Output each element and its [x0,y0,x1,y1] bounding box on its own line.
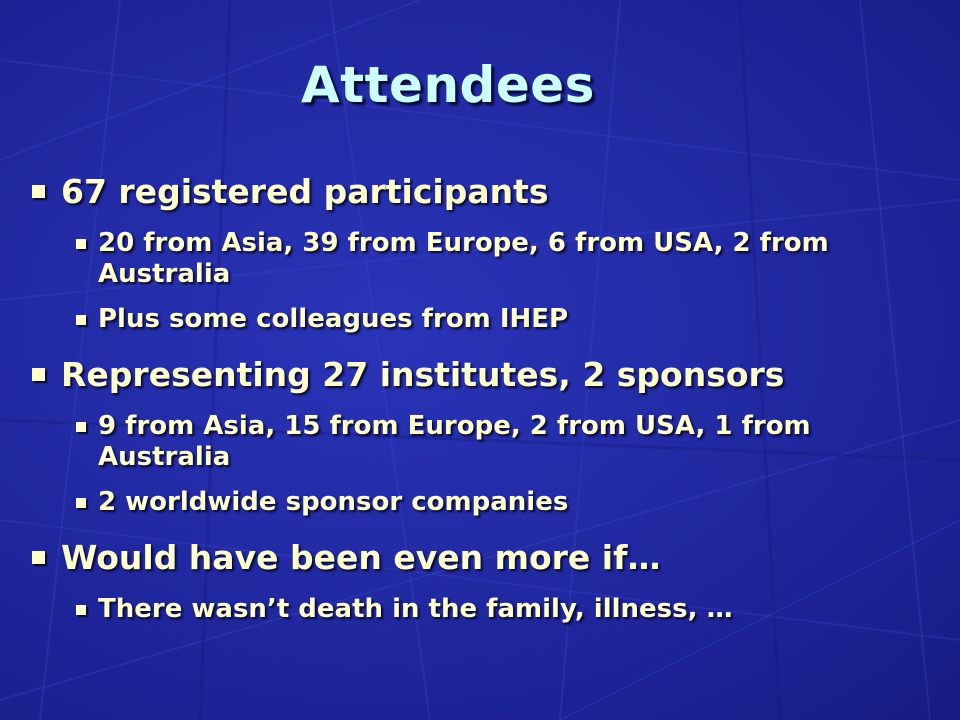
square-bullet-icon [76,605,86,615]
square-bullet-icon [76,422,86,432]
square-bullet-icon [32,185,45,198]
sub-list-item-text: There wasn’t death in the family, illness, … [98,594,733,624]
sub-list-item [76,228,912,290]
list-item [32,536,912,580]
square-bullet-icon [76,315,86,325]
square-bullet-icon [76,498,86,508]
list-item-text: 67 registered participants [61,172,549,211]
sub-list-item [76,304,912,335]
list-item [32,353,912,397]
sub-list-item [76,411,912,473]
square-bullet-icon [32,368,45,381]
list-item [32,170,912,214]
sub-list-item-text: 9 from Asia, 15 from Europe, 2 from USA, 1 from Australia [98,411,811,472]
square-bullet-icon [76,239,86,249]
square-bullet-icon [32,551,45,564]
sub-list-item [76,594,912,625]
bullet-list [32,170,912,625]
sub-list-item-text: Plus some colleagues from IHEP [98,304,569,334]
sub-list-item [76,487,912,518]
sub-list-item-text: 2 worldwide sponsor companies [98,487,569,517]
slide-title: Attendees [301,56,595,114]
sub-list-item-text: 20 from Asia, 39 from Europe, 6 from USA, 2 from Australia [98,228,829,289]
list-item-text: Representing 27 institutes, 2 sponsors [61,355,785,394]
list-item-text: Would have been even more if… [61,538,661,577]
